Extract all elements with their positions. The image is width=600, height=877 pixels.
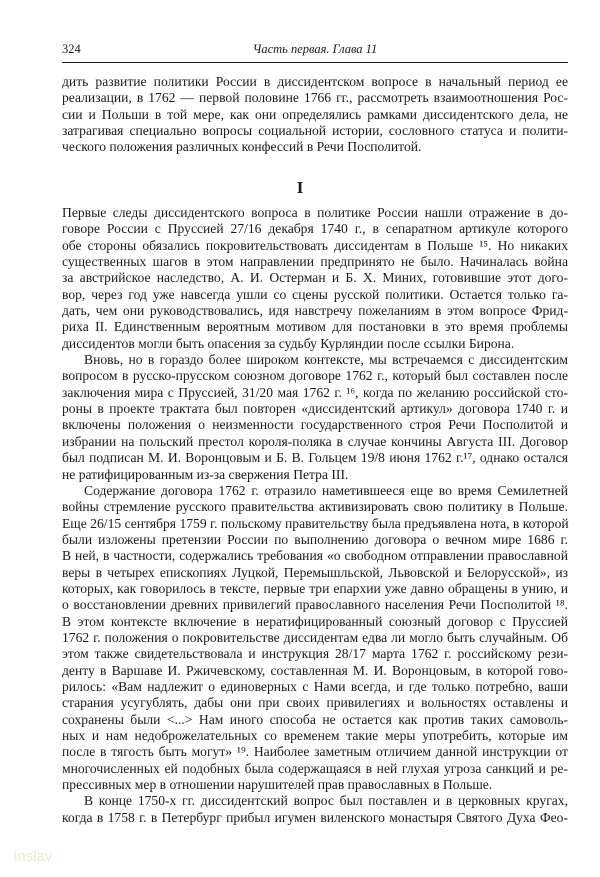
text-line: старания усугублять, дабы они при своих привилегиях и вольностях оставлены и	[62, 695, 568, 711]
text-line: В ней, в частности, содержались требования «о свободном отправлении православной	[62, 548, 568, 564]
text-line: не ратифицированным из-за свержения Петра III.	[62, 466, 349, 482]
text-line: сии и Польши в той мере, как они определялись рамками диссидентского дела, не	[62, 106, 568, 122]
text-line: за австрийское наследство, А. И. Остерман и Б. Х. Миних, готовившие этот дого-	[62, 270, 568, 286]
paragraph	[62, 793, 568, 826]
section-heading: I	[296, 178, 304, 197]
text-line: включены положения о неизменности государственного строя Речи Посполитой и	[62, 417, 568, 433]
text-line: дить развитие политики России в диссидентском вопросе в начальный период ее	[62, 74, 568, 89]
text-line: о восстановлении древних привилегий православного населения Речи Посполитой ¹⁸.	[62, 597, 568, 613]
watermark-logo: inslav	[14, 848, 53, 865]
text-line: заключения мира с Пруссией, 31/20 мая 1762 г. ¹⁶, когда по желанию российской сто-	[62, 384, 568, 400]
intro-paragraph	[62, 74, 568, 156]
text-line: после в тягость быть могут» ¹⁹. Наиболее заметным отличием данной инструкции от	[62, 744, 568, 760]
text-line: сохранены были <...> Нам иного способа не остается как против таких самоволь-	[62, 711, 568, 727]
text-line: В этом контексте включение в нератифицированный союзный договор с Пруссией	[62, 613, 568, 629]
text-line: вопросом в русско-прусском союзном договоре 1762 г., который был составлен после	[62, 368, 568, 384]
text-line: войны стремление русского правительства активизировать свою политику в Польше.	[62, 499, 568, 515]
text-line: 1762 г. положения о покровительстве диссидентам едва ли могло быть случайным. Об	[62, 629, 568, 645]
text-line: Первые следы диссидентского вопроса в политике России нашли отражение в до-	[62, 205, 568, 220]
text-line: Содержание договора 1762 г. отразило наметившееся еще во время Семилетней	[84, 482, 568, 498]
text-line: В конце 1750-х гг. диссидентский вопрос был поставлен и в церковных кругах,	[84, 793, 568, 809]
text-line: ческого положения различных конфессий в Речи Посполитой.	[62, 139, 422, 155]
running-title: Часть первая. Глава 11	[252, 42, 378, 56]
text-line: роны в проекте трактата был повторен «диссидентский артикул» договора 1740 г. и	[62, 401, 568, 417]
text-line: рилось: «Вам надлежит о единоверных с Нами всегда, и где только потребно, ваши	[62, 678, 568, 694]
text-line: диссидентов могли быть опасения за судьбу Курляндии после ссылки Бирона.	[62, 335, 515, 351]
paragraph	[62, 352, 568, 483]
text-line: обе стороны обязались покровительствовать диссидентам в Польше ¹⁵. Но никаких	[62, 237, 568, 253]
text-line: этом также свидетельствовала и инструкция 28/17 марта 1762 г. российскому рези-	[62, 646, 568, 662]
text-line: избрании на польский престол короля-поляка в случае кончины Августа III. Договор	[62, 433, 568, 449]
header-rule	[62, 62, 568, 63]
text-line: говоре России с Пруссией 27/16 декабря 1740 г., в сепаратном артикуле которого	[62, 221, 568, 237]
text-line: веры в четырех епископиях Луцкой, Перемышльской, Львовской и Белорусской», из	[62, 564, 568, 580]
text-line: существенных шагов в этом направлении предпринято не было. Начиналась война	[62, 254, 568, 270]
paragraph	[62, 483, 568, 794]
text-line: которых, как говорилось в тексте, первые три епархии уже давно обращены в унию, и	[62, 580, 568, 596]
text-line: денту в Варшаве И. Ржичевскому, составленная М. И. Воронцовым, в которой гово-	[62, 662, 568, 678]
text-line: дать, чем они руководствовались, идя навстречу пожеланиям в этом вопросе Фрид-	[62, 303, 568, 319]
text-line: были изложены претензии России по выполнению договора о вечном мире 1686 г.	[62, 531, 568, 547]
text-line: затрагивая специально вопросы социальной истории, сословного статуса и полити-	[62, 123, 568, 139]
body-text	[62, 205, 568, 826]
text-line: был подписан М. И. Воронцовым и Б. В. Гольцем 19/8 июня 1762 г.¹⁷, однако остался	[62, 450, 568, 466]
text-line: когда в 1758 г. в Петербург прибыл игумен виленского монастыря Святого Духа Фео-	[62, 809, 568, 825]
page-number: 324	[62, 42, 81, 56]
text-line: многочисленных ей подобных была содержащаяся в ней глухая угроза санкций и ре-	[62, 760, 568, 776]
text-line: риха II. Единственным вероятным мотивом для постановки в это время проблемы	[62, 319, 568, 335]
text-line: реализации, в 1762 — первой половине 1766 гг., рассмотреть взаимоотношения Рос-	[62, 90, 568, 106]
text-line: Еще 26/15 сентября 1759 г. польскому правительству была предъявлена нота, в которой	[62, 515, 569, 531]
paragraph	[62, 205, 568, 352]
text-line: вор, через год уже навсегда ушли со сцены русской политики. Остается только га-	[62, 286, 568, 302]
text-line: Вновь, но в гораздо более широком контексте, мы встречаемся с диссидентским	[84, 352, 568, 368]
text-line: ных и нам недоброжелательных со временем такие меры употребить, которые им	[62, 728, 568, 743]
text-line: прессивных мер в отношении нарушителей прав православных в Польше.	[62, 777, 493, 793]
running-header	[62, 40, 568, 60]
